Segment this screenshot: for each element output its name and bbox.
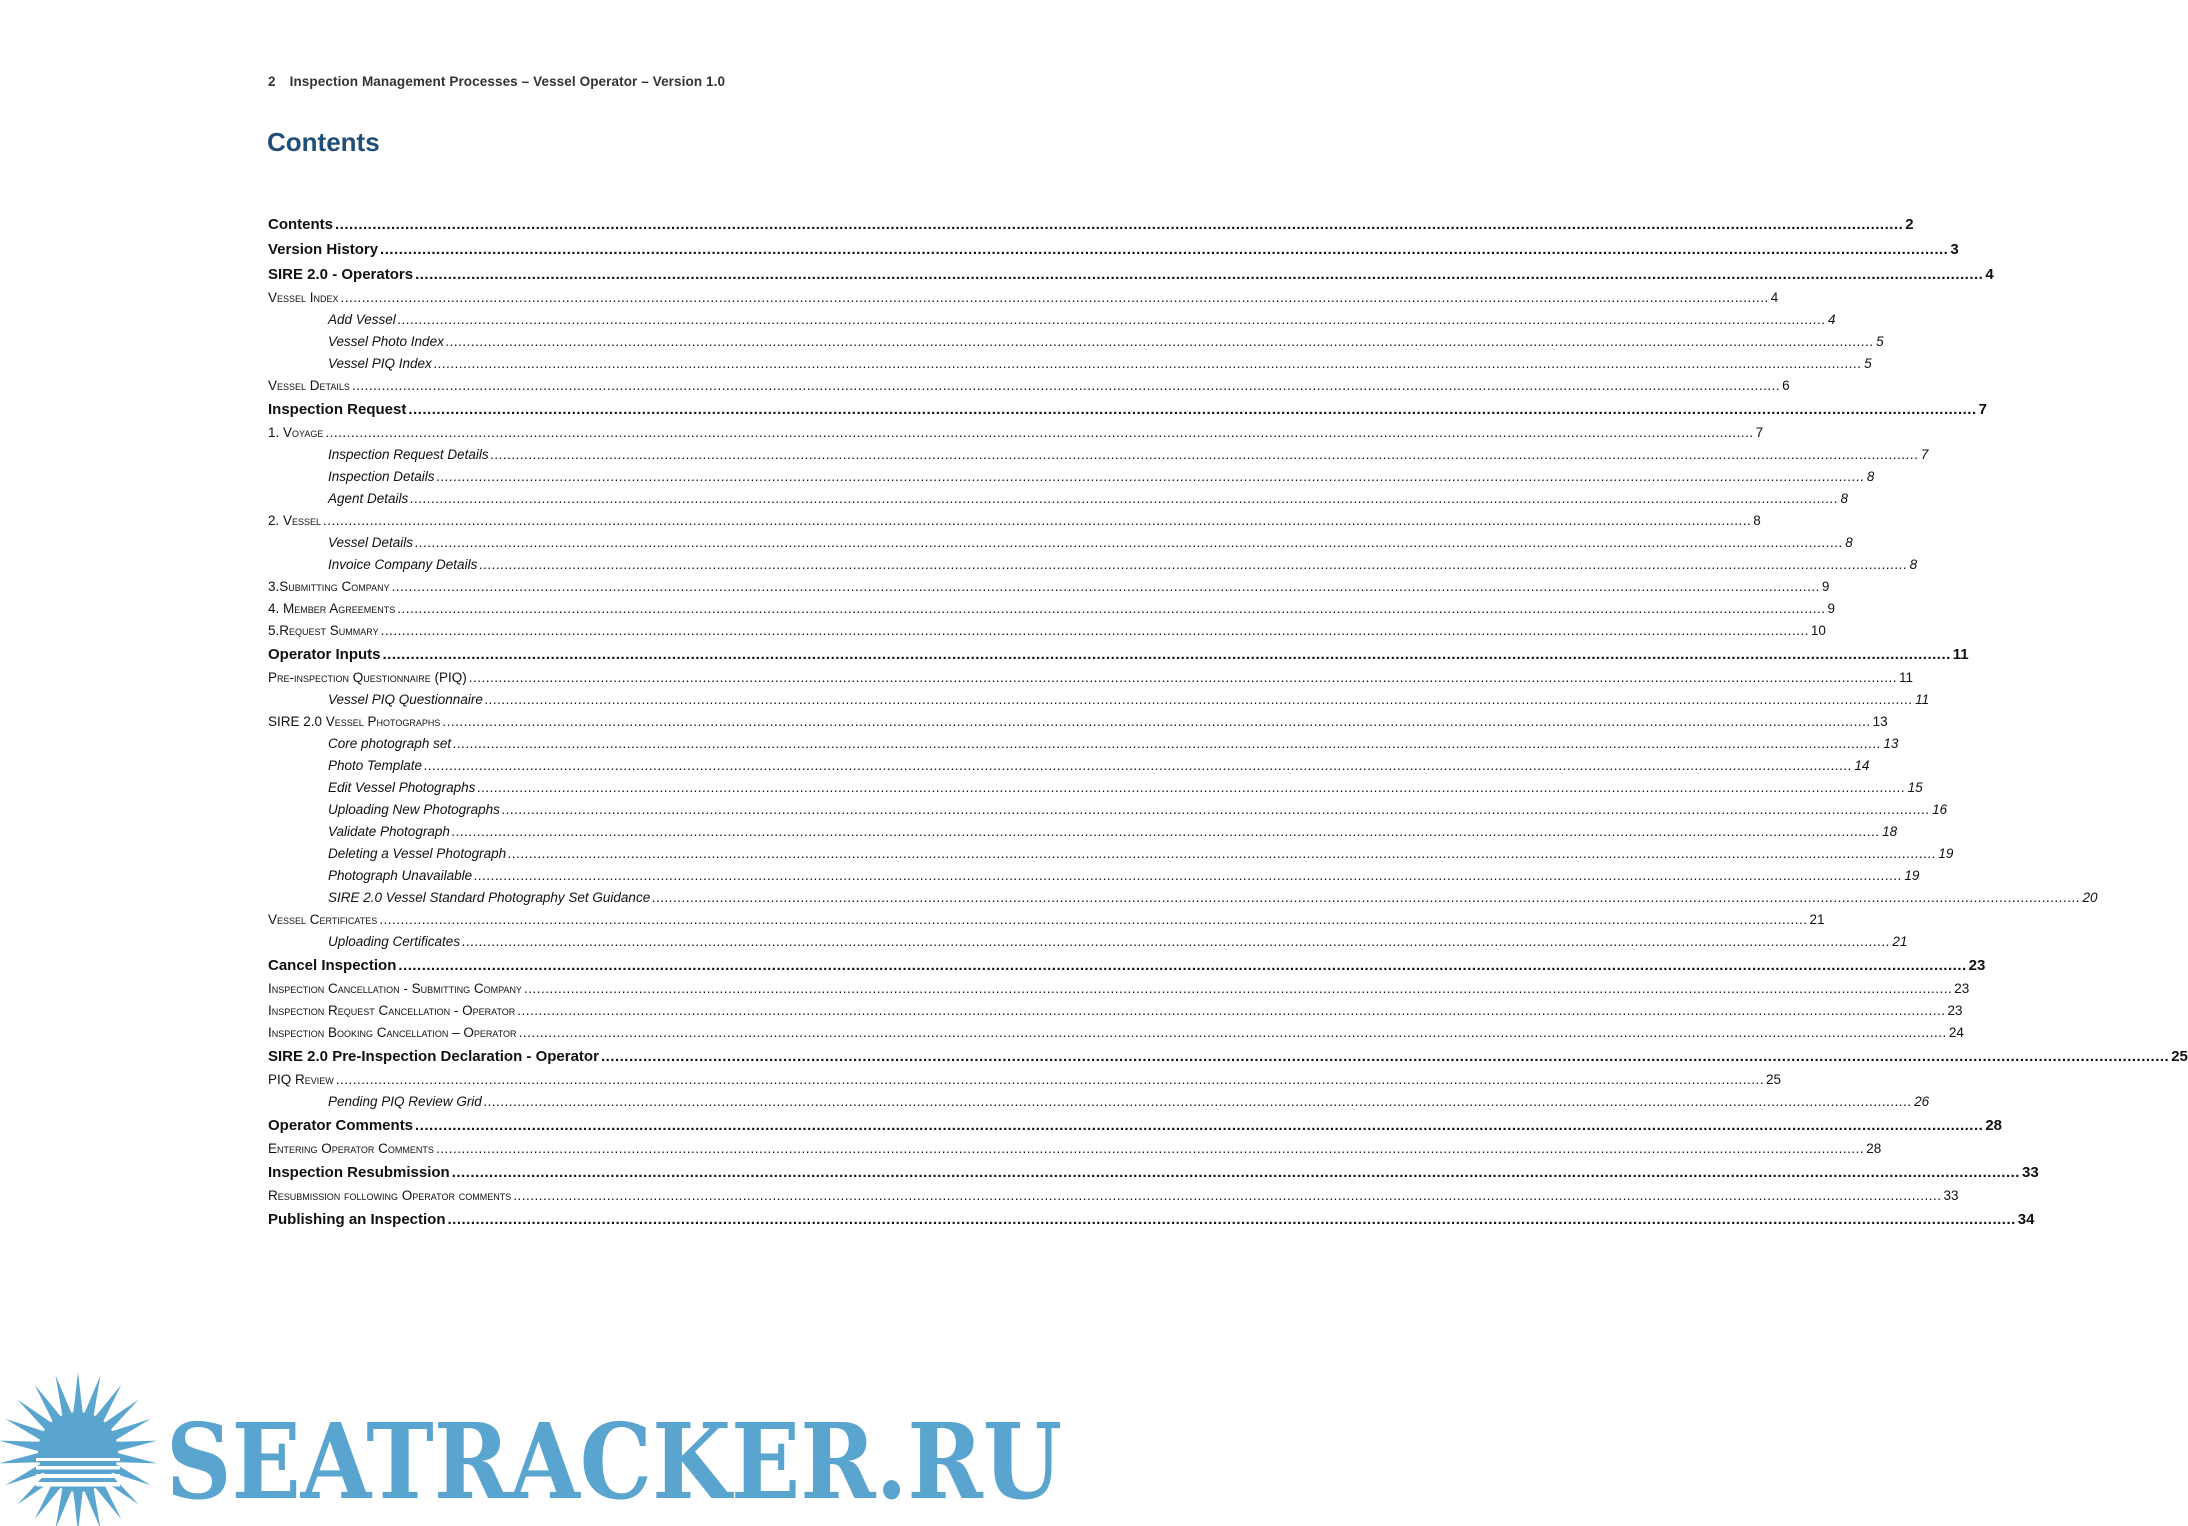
toc-entry[interactable] bbox=[268, 1138, 1882, 1160]
watermark-text: SEATRACKER.RU bbox=[166, 1400, 1062, 1523]
toc-dot-leader bbox=[469, 667, 1897, 689]
toc-dot-leader bbox=[415, 1113, 1983, 1138]
toc-entry-label: Cancel Inspection bbox=[268, 957, 397, 974]
toc-dot-leader bbox=[513, 1185, 1941, 1207]
toc-dot-leader bbox=[415, 532, 1843, 554]
toc-entry[interactable] bbox=[268, 1207, 2035, 1232]
toc-entry-label: SIRE 2.0 Vessel Standard Photography Set Guidance bbox=[328, 890, 651, 905]
toc-dot-leader bbox=[336, 1069, 1764, 1091]
toc-entry-label: Inspection Cancellation - Submitting Company bbox=[268, 981, 522, 996]
toc-entry-label: Pre-inspection Questionnaire (PIQ) bbox=[268, 670, 467, 685]
toc-entry[interactable] bbox=[268, 667, 1914, 689]
toc-entry-page: 15 bbox=[1907, 780, 1923, 795]
toc-entry[interactable] bbox=[268, 212, 1914, 237]
toc-entry-label: Operator Inputs bbox=[268, 646, 381, 663]
toc-entry-label: Agent Details bbox=[328, 491, 409, 506]
toc-dot-leader bbox=[424, 755, 1852, 777]
toc-entry-label: 4. Member Agreements bbox=[268, 601, 396, 616]
toc-entry-label: Inspection Request Cancellation - Operator bbox=[268, 1003, 516, 1018]
toc-entry-label: 5.Request Summary bbox=[268, 623, 379, 638]
toc-entry-page: 16 bbox=[1932, 802, 1948, 817]
toc-entry-label: Operator Comments bbox=[268, 1117, 414, 1134]
toc-entry[interactable] bbox=[268, 821, 1898, 843]
toc-dot-leader bbox=[323, 510, 1751, 532]
toc-dot-leader bbox=[652, 887, 2080, 909]
toc-entry-page: 25 bbox=[1766, 1072, 1782, 1087]
toc-dot-leader bbox=[383, 642, 1951, 667]
toc-entry-page: 14 bbox=[1854, 758, 1870, 773]
toc-entry-label: 2. Vessel bbox=[268, 513, 322, 528]
toc-entry[interactable] bbox=[268, 422, 1764, 444]
toc-entry-label: Photograph Unavailable bbox=[328, 868, 473, 883]
toc-dot-leader bbox=[519, 1022, 1947, 1044]
running-header bbox=[268, 74, 725, 89]
toc-dot-leader bbox=[446, 331, 1874, 353]
toc-dot-leader bbox=[491, 444, 1919, 466]
toc-entry-page: 28 bbox=[1985, 1117, 2002, 1134]
toc-entry-page: 33 bbox=[2021, 1164, 2039, 1181]
toc-entry[interactable] bbox=[268, 1022, 1964, 1044]
toc-entry[interactable] bbox=[268, 1091, 1930, 1113]
toc-entry[interactable] bbox=[268, 287, 1779, 309]
toc-entry-label: 1. Voyage bbox=[268, 425, 324, 440]
toc-entry-label: Core photograph set bbox=[328, 736, 452, 751]
toc-dot-leader bbox=[380, 237, 1948, 262]
toc-entry[interactable] bbox=[268, 689, 1930, 711]
toc-entry[interactable] bbox=[268, 799, 1948, 821]
toc-entry[interactable] bbox=[268, 397, 1987, 422]
toc-entry-label: 3.Submitting Company bbox=[268, 579, 390, 594]
toc-dot-leader bbox=[524, 978, 1952, 1000]
toc-entry-label: Vessel Index bbox=[268, 290, 339, 305]
toc-entry[interactable] bbox=[268, 554, 1918, 576]
toc-entry-label: Invoice Company Details bbox=[328, 557, 478, 572]
toc-entry-page: 23 bbox=[1954, 981, 1970, 996]
toc-entry-page: 20 bbox=[2082, 890, 2098, 905]
toc-dot-leader bbox=[408, 397, 1976, 422]
toc-entry[interactable] bbox=[268, 353, 1872, 375]
toc-entry[interactable] bbox=[268, 978, 1970, 1000]
toc-entry-page: 6 bbox=[1782, 378, 1790, 393]
toc-dot-leader bbox=[397, 598, 1825, 620]
toc-entry-label: Vessel Photo Index bbox=[328, 334, 444, 349]
toc-dot-leader bbox=[381, 620, 1809, 642]
toc-dot-leader bbox=[437, 466, 1865, 488]
toc-entry[interactable] bbox=[268, 237, 1959, 262]
toc-entry[interactable] bbox=[268, 777, 1923, 799]
toc-entry-page: 7 bbox=[1755, 425, 1764, 440]
toc-entry-page: 8 bbox=[1845, 535, 1853, 550]
toc-entry-page: 34 bbox=[2017, 1211, 2035, 1228]
sun-icon bbox=[0, 1372, 157, 1526]
toc-entry[interactable] bbox=[268, 598, 1836, 620]
table-of-contents bbox=[268, 212, 2188, 1232]
toc-entry[interactable] bbox=[268, 843, 1954, 865]
toc-entry-label: Contents bbox=[268, 216, 333, 233]
toc-entry[interactable] bbox=[268, 755, 1870, 777]
toc-entry-page: 13 bbox=[1883, 736, 1899, 751]
page-title: Contents bbox=[267, 127, 380, 157]
toc-entry-label: Vessel Certificates bbox=[268, 912, 378, 927]
toc-entry-page: 28 bbox=[1866, 1141, 1882, 1156]
toc-dot-leader bbox=[502, 799, 1930, 821]
toc-entry[interactable] bbox=[268, 953, 1986, 978]
toc-entry[interactable] bbox=[268, 309, 1836, 331]
toc-entry-page: 2 bbox=[1905, 216, 1914, 233]
toc-dot-leader bbox=[601, 1044, 2169, 1069]
toc-dot-leader bbox=[477, 777, 1905, 799]
toc-entry-page: 3 bbox=[1950, 241, 1959, 258]
toc-entry[interactable] bbox=[268, 865, 1920, 887]
toc-entry-page: 19 bbox=[1938, 846, 1954, 861]
toc-entry[interactable] bbox=[268, 887, 2098, 909]
toc-entry-page: 4 bbox=[1828, 312, 1836, 327]
toc-entry[interactable] bbox=[268, 733, 1899, 755]
toc-entry-label: SIRE 2.0 - Operators bbox=[268, 266, 414, 283]
toc-entry[interactable] bbox=[268, 375, 1790, 397]
header-page-number: 2 bbox=[268, 74, 276, 89]
toc-entry-label: Resubmission following Operator comments bbox=[268, 1188, 512, 1203]
toc-entry-page: 25 bbox=[2171, 1048, 2188, 1065]
toc-entry-page: 4 bbox=[1985, 266, 1994, 283]
toc-dot-leader bbox=[479, 554, 1907, 576]
toc-entry[interactable] bbox=[268, 909, 1825, 931]
toc-entry-label: Vessel PIQ Questionnaire bbox=[328, 692, 483, 707]
toc-entry[interactable] bbox=[268, 1160, 2039, 1185]
toc-entry-label: Uploading Certificates bbox=[328, 934, 461, 949]
toc-entry-page: 8 bbox=[1909, 557, 1918, 572]
toc-entry[interactable] bbox=[268, 931, 1908, 953]
toc-dot-leader bbox=[341, 287, 1769, 309]
toc-entry[interactable] bbox=[268, 488, 1849, 510]
toc-entry-page: 26 bbox=[1914, 1094, 1930, 1109]
toc-entry-page: 23 bbox=[1947, 1003, 1963, 1018]
toc-entry[interactable] bbox=[268, 331, 1884, 353]
toc-entry[interactable] bbox=[268, 620, 1826, 642]
toc-entry-page: 9 bbox=[1821, 579, 1830, 594]
toc-dot-leader bbox=[442, 711, 1870, 733]
toc-entry-page: 7 bbox=[1978, 401, 1987, 418]
toc-dot-leader bbox=[325, 422, 1753, 444]
toc-dot-leader bbox=[452, 821, 1880, 843]
toc-entry-page: 24 bbox=[1948, 1025, 1964, 1040]
toc-entry[interactable] bbox=[268, 711, 1888, 733]
toc-entry-page: 5 bbox=[1864, 356, 1872, 371]
toc-entry-label: Entering Operator Comments bbox=[268, 1141, 434, 1156]
toc-entry[interactable] bbox=[268, 1185, 1959, 1207]
toc-entry-label: Validate Photograph bbox=[328, 824, 450, 839]
toc-entry-label: SIRE 2.0 Vessel Photographs bbox=[268, 714, 441, 729]
toc-entry-page: 13 bbox=[1872, 714, 1888, 729]
toc-entry-label: SIRE 2.0 Pre-Inspection Declaration - Operator bbox=[268, 1048, 599, 1065]
toc-entry-label: Inspection Request bbox=[268, 401, 407, 418]
toc-dot-leader bbox=[434, 353, 1862, 375]
toc-entry-page: 7 bbox=[1920, 447, 1929, 462]
toc-entry-label: Publishing an Inspection bbox=[268, 1211, 446, 1228]
toc-entry-page: 9 bbox=[1827, 601, 1836, 616]
toc-entry-label: Version History bbox=[268, 241, 379, 258]
toc-dot-leader bbox=[452, 1160, 2020, 1185]
toc-entry-page: 21 bbox=[1892, 934, 1908, 949]
header-title: Inspection Management Processes – Vessel Operator – Version 1.0 bbox=[289, 74, 726, 89]
toc-entry-label: Inspection Resubmission bbox=[268, 1164, 450, 1181]
toc-entry-page: 11 bbox=[1915, 692, 1930, 707]
toc-entry-label: Add Vessel bbox=[328, 312, 396, 327]
toc-entry-page: 5 bbox=[1876, 334, 1884, 349]
toc-dot-leader bbox=[517, 1000, 1945, 1022]
toc-entry-label: Pending PIQ Review Grid bbox=[328, 1094, 482, 1109]
toc-dot-leader bbox=[415, 262, 1983, 287]
toc-entry-page: 4 bbox=[1770, 290, 1779, 305]
toc-entry[interactable] bbox=[268, 510, 1761, 532]
toc-entry[interactable] bbox=[268, 576, 1830, 598]
toc-entry-page: 10 bbox=[1810, 623, 1826, 638]
toc-dot-leader bbox=[352, 375, 1780, 397]
toc-dot-leader bbox=[462, 931, 1890, 953]
toc-entry-label: Photo Template bbox=[328, 758, 423, 773]
toc-entry-page: 19 bbox=[1904, 868, 1920, 883]
toc-dot-leader bbox=[448, 1207, 2016, 1232]
toc-entry[interactable] bbox=[268, 262, 1994, 287]
toc-dot-leader bbox=[474, 865, 1902, 887]
toc-dot-leader bbox=[508, 843, 1936, 865]
toc-entry-page: 8 bbox=[1753, 513, 1761, 528]
toc-dot-leader bbox=[484, 1091, 1912, 1113]
toc-dot-leader bbox=[398, 309, 1826, 331]
toc-dot-leader bbox=[410, 488, 1838, 510]
toc-entry-page: 8 bbox=[1840, 491, 1849, 506]
toc-entry-page: 23 bbox=[1968, 957, 1986, 974]
toc-entry-label: PIQ Review bbox=[268, 1072, 334, 1087]
toc-entry-label: Vessel PIQ Index bbox=[328, 356, 432, 371]
toc-entry-label: Inspection Details bbox=[328, 469, 435, 484]
toc-entry-label: Inspection Booking Cancellation – Operator bbox=[268, 1025, 517, 1040]
toc-entry-label: Edit Vessel Photographs bbox=[328, 780, 476, 795]
toc-entry[interactable] bbox=[268, 1044, 2188, 1069]
watermark-logo bbox=[0, 1350, 1080, 1526]
toc-entry-label: Deleting a Vessel Photograph bbox=[328, 846, 507, 861]
toc-entry-page: 8 bbox=[1866, 469, 1875, 484]
toc-entry[interactable] bbox=[268, 532, 1853, 554]
toc-entry[interactable] bbox=[268, 1000, 1963, 1022]
toc-entry[interactable] bbox=[268, 642, 1969, 667]
toc-dot-leader bbox=[453, 733, 1881, 755]
toc-dot-leader bbox=[392, 576, 1820, 598]
toc-dot-leader bbox=[335, 212, 1903, 237]
toc-dot-leader bbox=[379, 909, 1807, 931]
toc-entry-page: 18 bbox=[1882, 824, 1898, 839]
toc-entry-page: 11 bbox=[1899, 670, 1914, 685]
toc-entry-label: Uploading New Photographs bbox=[328, 802, 500, 817]
toc-dot-leader bbox=[398, 953, 1966, 978]
toc-entry[interactable] bbox=[268, 444, 1929, 466]
toc-dot-leader bbox=[436, 1138, 1864, 1160]
toc-entry[interactable] bbox=[268, 1113, 2002, 1138]
toc-entry-page: 21 bbox=[1809, 912, 1825, 927]
toc-entry-label: Vessel Details bbox=[328, 535, 414, 550]
toc-dot-leader bbox=[485, 689, 1913, 711]
toc-entry[interactable] bbox=[268, 1069, 1782, 1091]
toc-entry-label: Inspection Request Details bbox=[328, 447, 489, 462]
toc-entry[interactable] bbox=[268, 466, 1875, 488]
toc-entry-page: 33 bbox=[1943, 1188, 1959, 1203]
toc-entry-page: 11 bbox=[1952, 646, 1969, 663]
toc-entry-label: Vessel Details bbox=[268, 378, 350, 393]
